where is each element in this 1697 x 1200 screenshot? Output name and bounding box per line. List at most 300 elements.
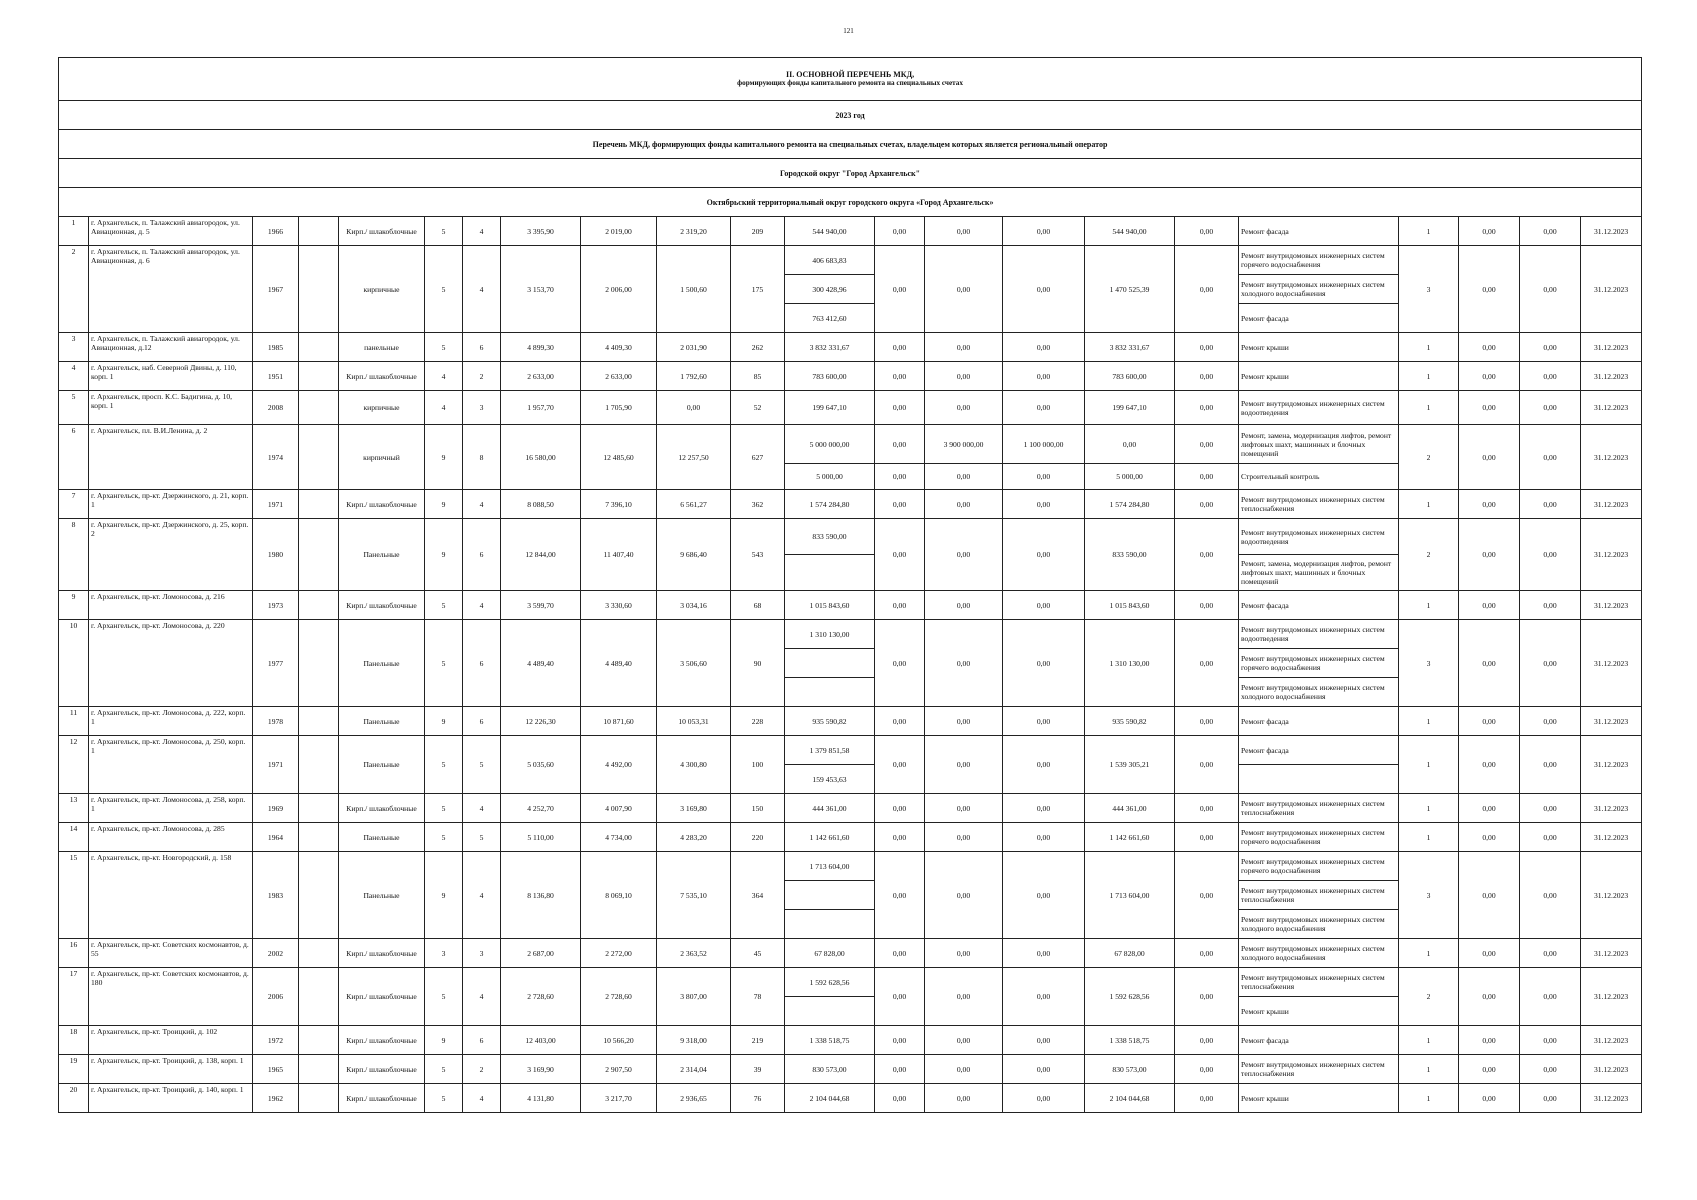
premises-area: 2 363,52: [657, 939, 731, 968]
floors-count: 5: [425, 620, 463, 707]
premises-area: 4 283,20: [657, 823, 731, 852]
work-type: Ремонт внутридомовых инженерных систем холодного водоснабжения: [1239, 910, 1399, 939]
completion-date: 31.12.2023: [1581, 591, 1642, 620]
completion-date: 31.12.2023: [1581, 736, 1642, 794]
work-type: Ремонт внутридомовых инженерных систем теплоснабжения: [1239, 490, 1399, 519]
floors-count: 4: [425, 362, 463, 391]
work-type: Ремонт внутридомовых инженерных систем теплоснабжения: [1239, 881, 1399, 910]
works-count: 2: [1399, 425, 1459, 490]
completion-date: 31.12.2023: [1581, 707, 1642, 736]
empty-cell: [299, 736, 339, 794]
total-area: 3 169,90: [501, 1055, 581, 1084]
work-type: Ремонт внутридомовых инженерных систем водоотведения: [1239, 391, 1399, 425]
empty-cell: [299, 1026, 339, 1055]
fund-value: 0,00: [1175, 1055, 1239, 1084]
residents-count: 52: [731, 391, 785, 425]
unit-value: 0,00: [1520, 1055, 1581, 1084]
fund-value: 0,00: [875, 1055, 925, 1084]
wall-material: панельные: [339, 333, 425, 362]
living-area: 8 069,10: [581, 852, 657, 939]
house-address: г. Архангельск, пр-кт. Новгородский, д. 158: [89, 852, 253, 939]
fund-value: 0,00: [1003, 620, 1085, 707]
unit-value: 0,00: [1459, 362, 1520, 391]
total-area: 8 088,50: [501, 490, 581, 519]
residents-count: 209: [731, 217, 785, 246]
fund-value: 0,00: [1175, 1026, 1239, 1055]
fund-value: 0,00: [875, 1026, 925, 1055]
work-cost: 1 310 130,00: [785, 620, 875, 649]
premises-area: 1 792,60: [657, 362, 731, 391]
wall-material: Панельные: [339, 519, 425, 591]
table-row: [59, 939, 1642, 968]
residents-count: 68: [731, 591, 785, 620]
entrances-count: 5: [463, 736, 501, 794]
fund-value: 0,00: [875, 464, 925, 490]
fund-value: 0,00: [1003, 490, 1085, 519]
entrances-count: 6: [463, 707, 501, 736]
fund-value: 0,00: [875, 794, 925, 823]
build-year: 1964: [253, 823, 299, 852]
fund-value: 0,00: [925, 490, 1003, 519]
table-row: [59, 1055, 1642, 1084]
owners-funds: 199 647,10: [1085, 391, 1175, 425]
build-year: 1967: [253, 246, 299, 333]
works-count: 3: [1399, 620, 1459, 707]
fund-value: 0,00: [875, 217, 925, 246]
residents-count: 262: [731, 333, 785, 362]
total-area: 2 687,00: [501, 939, 581, 968]
fund-value: 0,00: [875, 1084, 925, 1113]
house-address: г. Архангельск, пр-кт. Советских космонавтов, д. 55: [89, 939, 253, 968]
works-count: 1: [1399, 1055, 1459, 1084]
premises-area: 1 500,60: [657, 246, 731, 333]
wall-material: Кирп./ шлакоблочные: [339, 1026, 425, 1055]
residents-count: 175: [731, 246, 785, 333]
living-area: 10 566,20: [581, 1026, 657, 1055]
empty-cell: [299, 794, 339, 823]
table-row: [59, 968, 1642, 997]
unit-value: 0,00: [1520, 391, 1581, 425]
floors-count: 3: [425, 939, 463, 968]
work-cost: 300 428,96: [785, 275, 875, 304]
unit-value: 0,00: [1520, 333, 1581, 362]
fund-value: 0,00: [1175, 591, 1239, 620]
entrances-count: 3: [463, 939, 501, 968]
completion-date: 31.12.2023: [1581, 217, 1642, 246]
empty-cell: [299, 490, 339, 519]
work-type: Ремонт фасада: [1239, 591, 1399, 620]
work-type: [1239, 765, 1399, 794]
premises-area: 10 053,31: [657, 707, 731, 736]
house-address: г. Архангельск, пр-кт. Советских космонавтов, д. 180: [89, 968, 253, 1026]
total-area: 3 599,70: [501, 591, 581, 620]
floors-count: 9: [425, 519, 463, 591]
completion-date: 31.12.2023: [1581, 490, 1642, 519]
owners-funds: 444 361,00: [1085, 794, 1175, 823]
fund-value: 0,00: [875, 707, 925, 736]
works-count: 1: [1399, 391, 1459, 425]
table-row: [59, 591, 1642, 620]
owners-funds: 1 539 305,21: [1085, 736, 1175, 794]
work-type: Ремонт крыши: [1239, 362, 1399, 391]
build-year: 1962: [253, 1084, 299, 1113]
entrances-count: 3: [463, 391, 501, 425]
work-type: Ремонт внутридомовых инженерных систем холодного водоснабжения: [1239, 939, 1399, 968]
work-type: Ремонт внутридомовых инженерных систем горячего водоснабжения: [1239, 823, 1399, 852]
living-area: 11 407,40: [581, 519, 657, 591]
completion-date: 31.12.2023: [1581, 852, 1642, 939]
unit-value: 0,00: [1459, 591, 1520, 620]
living-area: 2 907,50: [581, 1055, 657, 1084]
empty-cell: [299, 852, 339, 939]
living-area: 7 396,10: [581, 490, 657, 519]
premises-area: 2 936,65: [657, 1084, 731, 1113]
total-area: 2 728,60: [501, 968, 581, 1026]
works-count: 3: [1399, 852, 1459, 939]
premises-area: 0,00: [657, 391, 731, 425]
unit-value: 0,00: [1520, 620, 1581, 707]
row-number: 15: [59, 852, 89, 939]
row-number: 9: [59, 591, 89, 620]
work-type: Ремонт крыши: [1239, 333, 1399, 362]
unit-value: 0,00: [1520, 1084, 1581, 1113]
fund-value: 0,00: [1003, 519, 1085, 591]
house-address: г. Архангельск, пр-кт. Троицкий, д. 140, корп. 1: [89, 1084, 253, 1113]
work-cost: 3 832 331,67: [785, 333, 875, 362]
list-title-row: [59, 130, 1642, 159]
completion-date: 31.12.2023: [1581, 1026, 1642, 1055]
fund-value: 0,00: [1003, 1026, 1085, 1055]
house-address: г. Архангельск, просп. К.С. Бадигина, д. 10, корп. 1: [89, 391, 253, 425]
row-number: 16: [59, 939, 89, 968]
fund-value: 0,00: [1003, 362, 1085, 391]
fund-value: 0,00: [1003, 333, 1085, 362]
fund-value: 0,00: [875, 333, 925, 362]
unit-value: 0,00: [1459, 246, 1520, 333]
total-area: 8 136,80: [501, 852, 581, 939]
build-year: 2002: [253, 939, 299, 968]
premises-area: 4 300,80: [657, 736, 731, 794]
fund-value: 0,00: [925, 362, 1003, 391]
works-count: 1: [1399, 1084, 1459, 1113]
entrances-count: 4: [463, 1084, 501, 1113]
row-number: 6: [59, 425, 89, 490]
year-label: 2023 год: [59, 101, 1642, 130]
residents-count: 100: [731, 736, 785, 794]
premises-area: 3 034,16: [657, 591, 731, 620]
works-count: 1: [1399, 823, 1459, 852]
work-type: Ремонт фасада: [1239, 707, 1399, 736]
build-year: 1969: [253, 794, 299, 823]
premises-area: 7 535,10: [657, 852, 731, 939]
city-label: Городской округ "Город Архангельск": [59, 159, 1642, 188]
fund-value: 3 900 000,00: [925, 425, 1003, 464]
section-subtitle: формирующих фонды капитального ремонта на специальных счетах: [737, 79, 963, 87]
row-number: 19: [59, 1055, 89, 1084]
entrances-count: 4: [463, 852, 501, 939]
work-cost: 2 104 044,68: [785, 1084, 875, 1113]
fund-value: 0,00: [875, 362, 925, 391]
row-number: 7: [59, 490, 89, 519]
fund-value: 0,00: [925, 794, 1003, 823]
table-row: [59, 246, 1642, 275]
unit-value: 0,00: [1459, 852, 1520, 939]
unit-value: 0,00: [1520, 246, 1581, 333]
fund-value: 0,00: [925, 391, 1003, 425]
list-title: Перечень МКД, формирующих фонды капитального ремонта на специальных счетах, владельцем которых является региональный оператор: [59, 130, 1642, 159]
fund-value: 0,00: [875, 425, 925, 464]
fund-value: 0,00: [1175, 519, 1239, 591]
row-number: 5: [59, 391, 89, 425]
table-row: [59, 425, 1642, 464]
floors-count: 9: [425, 1026, 463, 1055]
works-count: 1: [1399, 794, 1459, 823]
work-cost: [785, 555, 875, 591]
owners-funds: 1 574 284,80: [1085, 490, 1175, 519]
residents-count: 627: [731, 425, 785, 490]
fund-value: 0,00: [925, 1026, 1003, 1055]
row-number: 2: [59, 246, 89, 333]
total-area: 12 403,00: [501, 1026, 581, 1055]
build-year: 1983: [253, 852, 299, 939]
works-count: 1: [1399, 217, 1459, 246]
work-cost: 406 683,83: [785, 246, 875, 275]
unit-value: 0,00: [1459, 968, 1520, 1026]
living-area: 4 409,30: [581, 333, 657, 362]
floors-count: 5: [425, 736, 463, 794]
fund-value: 0,00: [1003, 794, 1085, 823]
table-row: [59, 217, 1642, 246]
empty-cell: [299, 939, 339, 968]
fund-value: 0,00: [1175, 823, 1239, 852]
unit-value: 0,00: [1520, 852, 1581, 939]
fund-value: 0,00: [925, 707, 1003, 736]
work-cost: 1 713 604,00: [785, 852, 875, 881]
house-address: г. Архангельск, пр-кт. Дзержинского, д. 25, корп. 2: [89, 519, 253, 591]
work-type: Строительный контроль: [1239, 464, 1399, 490]
work-cost: [785, 649, 875, 678]
residents-count: 45: [731, 939, 785, 968]
floors-count: 9: [425, 425, 463, 490]
work-cost: 1 379 851,58: [785, 736, 875, 765]
fund-value: 0,00: [875, 620, 925, 707]
owners-funds: 544 940,00: [1085, 217, 1175, 246]
table-row: [59, 707, 1642, 736]
empty-cell: [299, 968, 339, 1026]
row-number: 12: [59, 736, 89, 794]
floors-count: 5: [425, 1055, 463, 1084]
house-address: г. Архангельск, пл. В.И.Ленина, д. 2: [89, 425, 253, 490]
completion-date: 31.12.2023: [1581, 939, 1642, 968]
fund-value: 0,00: [875, 823, 925, 852]
work-type: Ремонт крыши: [1239, 1084, 1399, 1113]
work-type: Ремонт внутридомовых инженерных систем горячего водоснабжения: [1239, 852, 1399, 881]
living-area: 2 272,00: [581, 939, 657, 968]
table-row: [59, 794, 1642, 823]
completion-date: 31.12.2023: [1581, 391, 1642, 425]
entrances-count: 6: [463, 1026, 501, 1055]
entrances-count: 6: [463, 620, 501, 707]
unit-value: 0,00: [1459, 620, 1520, 707]
wall-material: Кирп./ шлакоблочные: [339, 1084, 425, 1113]
fund-value: 0,00: [1003, 968, 1085, 1026]
entrances-count: 2: [463, 1055, 501, 1084]
build-year: 1973: [253, 591, 299, 620]
work-cost: 444 361,00: [785, 794, 875, 823]
residents-count: 219: [731, 1026, 785, 1055]
fund-value: 0,00: [925, 939, 1003, 968]
completion-date: 31.12.2023: [1581, 1055, 1642, 1084]
table-row: [59, 736, 1642, 765]
work-cost: 1 015 843,60: [785, 591, 875, 620]
owners-funds: 1 142 661,60: [1085, 823, 1175, 852]
owners-funds: 1 015 843,60: [1085, 591, 1175, 620]
wall-material: Панельные: [339, 620, 425, 707]
floors-count: 9: [425, 707, 463, 736]
owners-funds: 1 338 518,75: [1085, 1026, 1175, 1055]
living-area: 4 007,90: [581, 794, 657, 823]
fund-value: 0,00: [1175, 1084, 1239, 1113]
house-address: г. Архангельск, наб. Северной Двины, д. 110, корп. 1: [89, 362, 253, 391]
floors-count: 9: [425, 490, 463, 519]
residents-count: 228: [731, 707, 785, 736]
owners-funds: 5 000,00: [1085, 464, 1175, 490]
work-cost: [785, 997, 875, 1026]
fund-value: 0,00: [1175, 490, 1239, 519]
total-area: 4 252,70: [501, 794, 581, 823]
unit-value: 0,00: [1520, 794, 1581, 823]
fund-value: 0,00: [1175, 620, 1239, 707]
unit-value: 0,00: [1520, 823, 1581, 852]
works-count: 1: [1399, 707, 1459, 736]
table-row: [59, 391, 1642, 425]
unit-value: 0,00: [1459, 333, 1520, 362]
fund-value: 0,00: [1175, 362, 1239, 391]
table-row: [59, 823, 1642, 852]
fund-value: 0,00: [925, 217, 1003, 246]
works-count: 1: [1399, 591, 1459, 620]
house-address: г. Архангельск, п. Талажский авиагородок, ул. Авиационная, д. 6: [89, 246, 253, 333]
wall-material: Панельные: [339, 736, 425, 794]
row-number: 20: [59, 1084, 89, 1113]
wall-material: Кирп./ шлакоблочные: [339, 939, 425, 968]
fund-value: 0,00: [1003, 852, 1085, 939]
premises-area: 6 561,27: [657, 490, 731, 519]
work-cost: 5 000 000,00: [785, 425, 875, 464]
unit-value: 0,00: [1459, 1084, 1520, 1113]
empty-cell: [299, 707, 339, 736]
fund-value: 0,00: [925, 333, 1003, 362]
completion-date: 31.12.2023: [1581, 620, 1642, 707]
completion-date: 31.12.2023: [1581, 362, 1642, 391]
completion-date: 31.12.2023: [1581, 333, 1642, 362]
work-type: Ремонт внутридомовых инженерных систем теплоснабжения: [1239, 794, 1399, 823]
premises-area: 9 318,00: [657, 1026, 731, 1055]
total-area: 4 899,30: [501, 333, 581, 362]
city-row: [59, 159, 1642, 188]
total-area: 2 633,00: [501, 362, 581, 391]
table-row: [59, 362, 1642, 391]
work-cost: 763 412,60: [785, 304, 875, 333]
mkd-register-table: [58, 57, 1642, 1113]
floors-count: 5: [425, 823, 463, 852]
total-area: 4 489,40: [501, 620, 581, 707]
total-area: 5 110,00: [501, 823, 581, 852]
unit-value: 0,00: [1459, 736, 1520, 794]
works-count: 2: [1399, 968, 1459, 1026]
fund-value: 0,00: [875, 736, 925, 794]
table-row: [59, 620, 1642, 649]
table-row: [59, 519, 1642, 555]
wall-material: Кирп./ шлакоблочные: [339, 591, 425, 620]
build-year: 1951: [253, 362, 299, 391]
build-year: 1980: [253, 519, 299, 591]
fund-value: 0,00: [1003, 217, 1085, 246]
table-row: [59, 1084, 1642, 1113]
unit-value: 0,00: [1459, 1026, 1520, 1055]
work-type: Ремонт фасада: [1239, 304, 1399, 333]
unit-value: 0,00: [1459, 1055, 1520, 1084]
work-type: Ремонт внутридомовых инженерных систем водоотведения: [1239, 620, 1399, 649]
entrances-count: 6: [463, 519, 501, 591]
owners-funds: 1 592 628,56: [1085, 968, 1175, 1026]
empty-cell: [299, 519, 339, 591]
wall-material: Кирп./ шлакоблочные: [339, 217, 425, 246]
fund-value: 0,00: [1175, 217, 1239, 246]
work-cost: [785, 678, 875, 707]
unit-value: 0,00: [1459, 939, 1520, 968]
fund-value: 0,00: [1003, 939, 1085, 968]
wall-material: Кирп./ шлакоблочные: [339, 794, 425, 823]
premises-area: 2 314,04: [657, 1055, 731, 1084]
table-row: [59, 490, 1642, 519]
row-number: 14: [59, 823, 89, 852]
completion-date: 31.12.2023: [1581, 519, 1642, 591]
table-row: [59, 333, 1642, 362]
residents-count: 150: [731, 794, 785, 823]
work-cost: 1 142 661,60: [785, 823, 875, 852]
page-number: 121: [843, 27, 854, 35]
total-area: 12 226,30: [501, 707, 581, 736]
total-area: 5 035,60: [501, 736, 581, 794]
floors-count: 5: [425, 246, 463, 333]
work-type: Ремонт крыши: [1239, 997, 1399, 1026]
residents-count: 90: [731, 620, 785, 707]
work-cost: 830 573,00: [785, 1055, 875, 1084]
unit-value: 0,00: [1459, 823, 1520, 852]
table-row: [59, 1026, 1642, 1055]
build-year: 1965: [253, 1055, 299, 1084]
fund-value: 0,00: [1003, 707, 1085, 736]
entrances-count: 4: [463, 591, 501, 620]
empty-cell: [299, 823, 339, 852]
work-cost: 159 453,63: [785, 765, 875, 794]
work-cost: 67 828,00: [785, 939, 875, 968]
wall-material: Панельные: [339, 707, 425, 736]
work-cost: 1 592 628,56: [785, 968, 875, 997]
work-type: Ремонт фасада: [1239, 1026, 1399, 1055]
fund-value: 0,00: [1175, 464, 1239, 490]
fund-value: 0,00: [1003, 1055, 1085, 1084]
fund-value: 0,00: [925, 823, 1003, 852]
unit-value: 0,00: [1520, 591, 1581, 620]
unit-value: 0,00: [1520, 490, 1581, 519]
house-address: г. Архангельск, пр-кт. Троицкий, д. 138, корп. 1: [89, 1055, 253, 1084]
premises-area: 3 807,00: [657, 968, 731, 1026]
build-year: 1978: [253, 707, 299, 736]
work-type: Ремонт фасада: [1239, 217, 1399, 246]
fund-value: 0,00: [1175, 939, 1239, 968]
